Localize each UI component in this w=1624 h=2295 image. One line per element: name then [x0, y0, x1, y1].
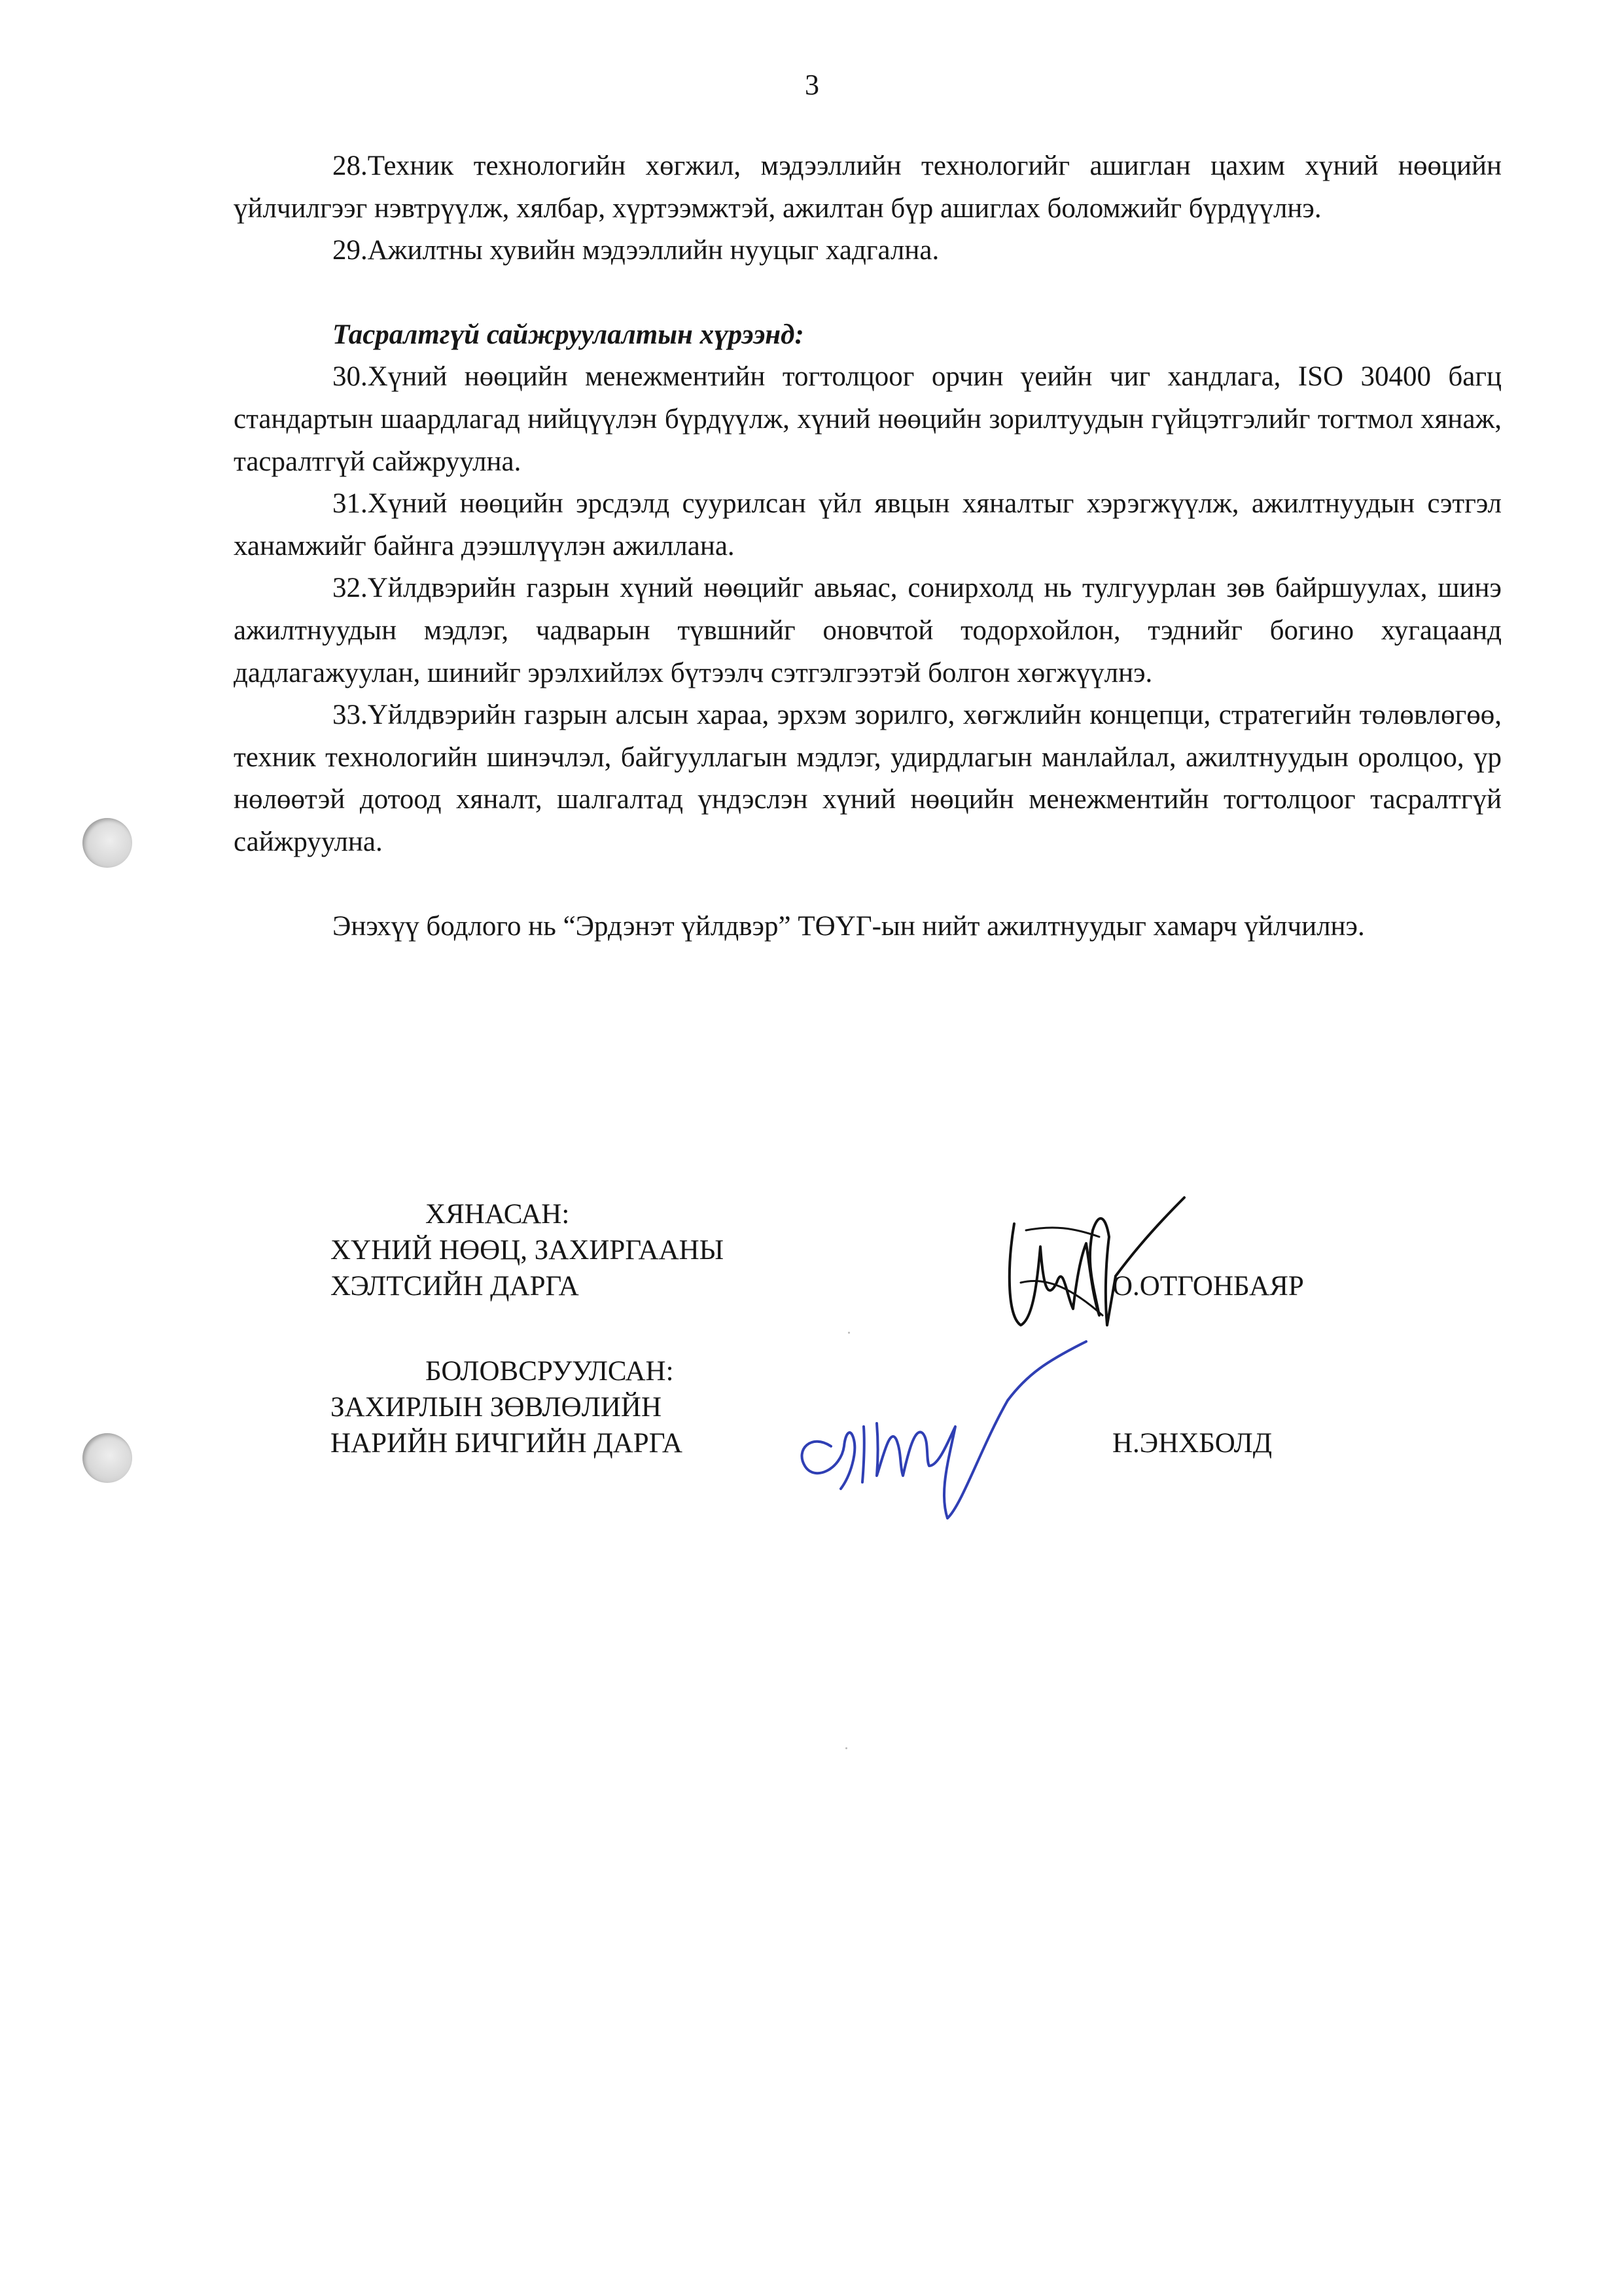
reviewer-block	[330, 1196, 828, 1304]
preparer-title-line-1: ЗАХИРЛЫН ЗӨВЛӨЛИЙН	[330, 1392, 662, 1423]
preparer-role-heading: БОЛОВСРУУЛСАН:	[425, 1356, 674, 1387]
paragraph-30: 30.Хүний нөөцийн менежментийн тогтолцоог орчин үеийн чиг хандлага, ISO 30400 багц стандартын шаардлагад нийцүүлэн бүрдүүлж, хүний нөөцийн зорилтуудын гүйцэтгэлийг тогтмол хянаж, тасралтгүй сайжруулна.	[234, 361, 1502, 477]
reviewer-name: О.ОТГОНБАЯР	[1112, 1271, 1304, 1302]
punch-hole-top	[82, 818, 132, 868]
preparer-title-line-2: НАРИЙН БИЧГИЙН ДАРГА	[330, 1428, 682, 1459]
punch-hole-bottom	[82, 1433, 132, 1483]
preparer-name: Н.ЭНХБОЛД	[1112, 1428, 1273, 1459]
paragraph-31: 31.Хүний нөөцийн эрсдэлд суурилсан үйл явцын хяналтыг хэрэгжүүлж, ажилтнуудын сэтгэл ханамжийг байнга дээшлүүлэн ажиллана.	[234, 488, 1502, 561]
closing-statement: Энэхүү бодлого нь “Эрдэнэт үйлдвэр” ТӨҮГ-ын нийт ажилтнуудыг хамарч үйлчилнэ.	[332, 910, 1365, 942]
paragraph-29: 29.Ажилтны хувийн мэдээллийн нууцыг хадгална.	[332, 235, 940, 266]
paragraph-28: 28.Техник технологийн хөгжил, мэдээллийн технологийг ашиглан цахим хүний нөөцийн үйлчилгээг нэвтрүүлж, хялбар, хүртээмжтэй, ажилтан бүр ашиглах боломжийг бүрдүүлнэ.	[234, 151, 1502, 224]
scan-speck	[845, 1747, 847, 1749]
reviewer-role-heading: ХЯНАСАН:	[425, 1199, 570, 1230]
page-number: 3	[805, 69, 819, 101]
reviewer-signature	[995, 1184, 1191, 1342]
preparer-block	[330, 1353, 828, 1461]
paragraph-32: 32.Үйлдвэрийн газрын хүний нөөцийг авьяас, сонирхолд нь тулгуурлан зөв байршуулах, шинэ ажилтнуудын мэдлэг, чадварын түвшнийг оновчтой тодорхойлон, тэднийг богино хугацаанд дадлагажуулан, шинийг эрэлхийлэх бүтээлч сэтгэлгээтэй болгон хөгжүүлнэ.	[234, 573, 1502, 688]
reviewer-title-line-2: ХЭЛТСИЙН ДАРГА	[330, 1271, 579, 1302]
document-body	[234, 145, 1502, 948]
scan-speck	[848, 1332, 850, 1334]
section-heading: Тасралтгүй сайжруулалтын хүрээнд:	[332, 319, 804, 350]
paragraph-33: 33.Үйлдвэрийн газрын алсын хараа, эрхэм зорилго, хөгжлийн концепци, стратегийн төлөвлөгөө, техник технологийн шинэчлэл, байгууллагын мэдлэг, удирдлагын манлайлал, ажилтнуудын оролцоо, үр нөлөөтэй дотоод хяналт, шалгалтад үндэслэн хүний нөөцийн менежментийн тогтолцоог тасралтгүй сайжруулна.	[234, 700, 1502, 857]
reviewer-signature-stroke	[1010, 1198, 1184, 1325]
preparer-signature-stroke	[802, 1342, 1086, 1518]
preparer-signature	[792, 1335, 1093, 1531]
reviewer-title-line-1: ХҮНИЙ НӨӨЦ, ЗАХИРГААНЫ	[330, 1235, 724, 1266]
